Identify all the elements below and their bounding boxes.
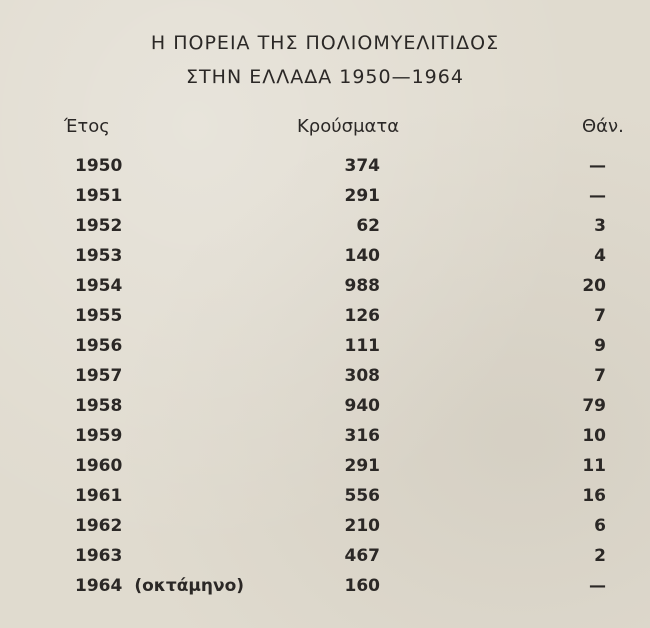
table-row — [0, 516, 650, 546]
cases-cell: 374 — [344, 156, 380, 176]
year-cell: 1950 — [75, 156, 123, 176]
deaths-cell: 10 — [582, 426, 606, 446]
cases-cell: 160 — [344, 576, 380, 596]
cases-cell: 210 — [344, 516, 380, 536]
deaths-cell: 16 — [582, 486, 606, 506]
year-cell: 1952 — [75, 216, 123, 236]
deaths-cell: 11 — [582, 456, 606, 476]
table-row — [0, 336, 650, 366]
year-cell: 1954 — [75, 276, 123, 296]
deaths-cell: 20 — [582, 276, 606, 296]
table-row — [0, 276, 650, 306]
table-row — [0, 156, 650, 186]
table-row — [0, 216, 650, 246]
year-cell: 1961 — [75, 486, 123, 506]
cases-cell: 467 — [344, 546, 380, 566]
table-row — [0, 246, 650, 276]
table-row — [0, 426, 650, 456]
deaths-cell: 4 — [594, 246, 606, 266]
table-row — [0, 366, 650, 396]
table-row — [0, 306, 650, 336]
table-row — [0, 186, 650, 216]
year-cell: 1953 — [75, 246, 123, 266]
cases-cell: 126 — [344, 306, 380, 326]
year-cell: 1958 — [75, 396, 123, 416]
table-row — [0, 456, 650, 486]
deaths-cell: — — [589, 186, 606, 206]
year-cell: 1955 — [75, 306, 123, 326]
column-header-year: Έτος — [64, 116, 110, 137]
year-cell: 1959 — [75, 426, 123, 446]
year-cell: 1960 — [75, 456, 123, 476]
table-row — [0, 546, 650, 576]
cases-cell: 140 — [344, 246, 380, 266]
deaths-cell: 7 — [594, 306, 606, 326]
cases-cell: 988 — [344, 276, 380, 296]
cases-cell: 291 — [344, 456, 380, 476]
cases-cell: 556 — [344, 486, 380, 506]
deaths-cell: — — [589, 576, 606, 596]
table-row — [0, 486, 650, 516]
cases-cell: 308 — [344, 366, 380, 386]
deaths-cell: 3 — [594, 216, 606, 236]
year-cell: 1956 — [75, 336, 123, 356]
table-title: Η ΠΟΡΕΙΑ ΤΗΣ ΠΟΛΙΟΜΥΕΛΙΤΙΔΟΣ — [150, 32, 500, 54]
cases-cell: 940 — [344, 396, 380, 416]
deaths-cell: 79 — [582, 396, 606, 416]
year-cell: 1964 (οκτάμηνο) — [75, 576, 245, 596]
year-cell: 1957 — [75, 366, 123, 386]
cases-cell: 316 — [344, 426, 380, 446]
year-cell: 1962 — [75, 516, 123, 536]
deaths-cell: — — [589, 156, 606, 176]
cases-cell: 111 — [344, 336, 380, 356]
deaths-cell: 6 — [594, 516, 606, 536]
table-row — [0, 396, 650, 426]
table-subtitle: ΣΤΗΝ ΕΛΛΑΔΑ 1950—1964 — [186, 66, 464, 88]
deaths-cell: 9 — [594, 336, 606, 356]
cases-cell: 291 — [344, 186, 380, 206]
column-header-deaths: Θάν. — [582, 116, 624, 137]
table-row — [0, 576, 650, 606]
column-header-cases: Κρούσματα — [297, 116, 400, 137]
year-cell: 1963 — [75, 546, 123, 566]
year-cell: 1951 — [75, 186, 123, 206]
deaths-cell: 7 — [594, 366, 606, 386]
cases-cell: 62 — [356, 216, 380, 236]
deaths-cell: 2 — [594, 546, 606, 566]
